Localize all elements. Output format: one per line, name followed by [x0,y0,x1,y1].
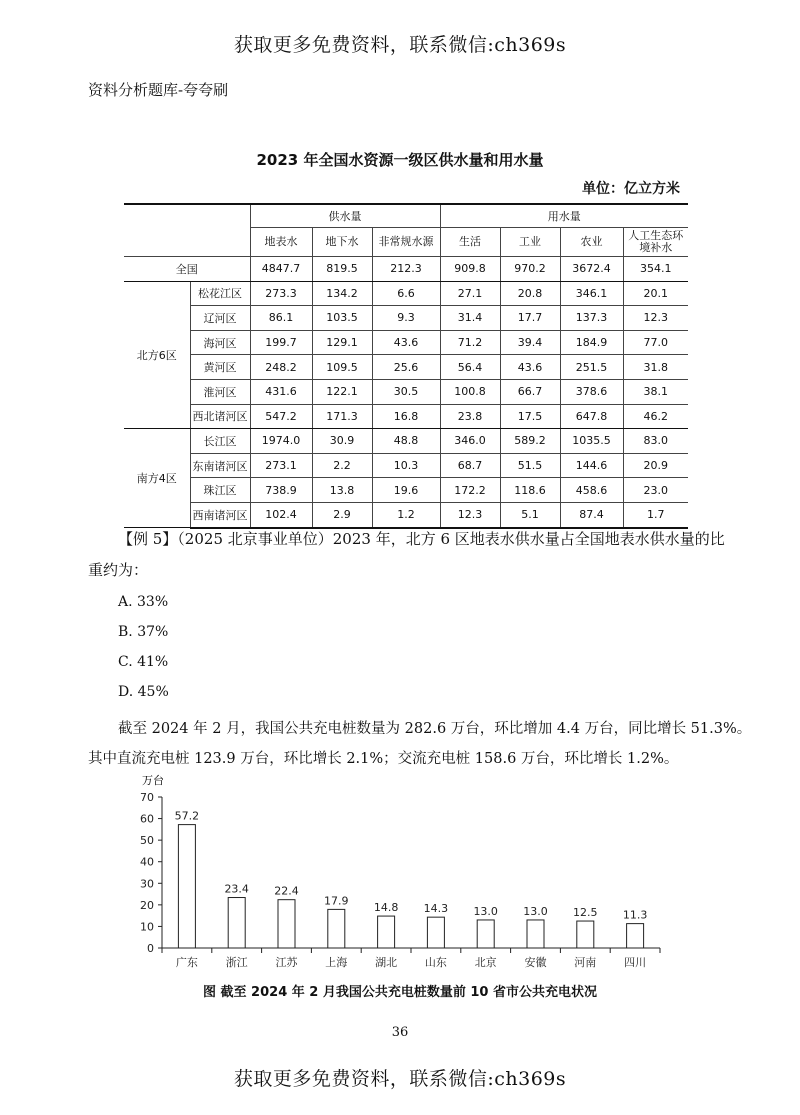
table-cell: 199.7 [250,330,312,355]
x-category-label: 广东 [175,956,198,969]
table-cell: 17.7 [500,306,560,331]
table-cell: 819.5 [312,257,372,282]
table-cell: 1.2 [372,502,440,527]
table-cell: 12.3 [623,306,688,331]
row-label: 珠江区 [190,478,250,503]
table-cell: 3672.4 [560,257,623,282]
bar-value-label: 12.5 [573,906,598,920]
table-cell: 20.1 [623,281,688,306]
table-cell: 2.9 [312,502,372,527]
column-header: 地表水 [250,228,312,257]
y-tick-label: 20 [140,898,154,912]
table-cell: 13.8 [312,478,372,503]
table-cell: 30.5 [372,379,440,404]
table-cell: 431.6 [250,379,312,404]
table-cell: 39.4 [500,330,560,355]
bar-value-label: 22.4 [274,884,299,898]
table-cell: 16.8 [372,404,440,429]
table-cell: 102.4 [250,502,312,527]
table-cell: 5.1 [500,502,560,527]
row-label: 长江区 [190,429,250,454]
water-table [124,203,688,529]
y-tick-label: 50 [140,834,154,848]
chart-bars [175,810,648,969]
table-row [124,306,688,331]
table-cell: 68.7 [440,453,500,478]
table-cell: 4847.7 [250,257,312,282]
table-cell: 378.6 [560,379,623,404]
group-label: 南方4区 [124,429,190,528]
table-cell: 129.1 [312,330,372,355]
row-label: 淮河区 [190,379,250,404]
table-cell: 251.5 [560,355,623,380]
table-cell: 346.1 [560,281,623,306]
y-tick-label: 10 [140,920,154,934]
x-category-label: 上海 [325,956,348,969]
row-label: 黄河区 [190,355,250,380]
table-cell: 12.3 [440,502,500,527]
bar [427,917,444,948]
option-a: A. 33% [118,594,169,610]
table-cell: 547.2 [250,404,312,429]
bar [627,924,644,948]
bar-value-label: 13.0 [473,904,498,918]
table-cell: 970.2 [500,257,560,282]
table-cell: 100.8 [440,379,500,404]
table-cell: 25.6 [372,355,440,380]
bar [577,921,594,948]
table-cell: 122.1 [312,379,372,404]
option-b: B. 37% [118,624,169,640]
table-cell: 738.9 [250,478,312,503]
table-cell: 184.9 [560,330,623,355]
table-cell: 23.8 [440,404,500,429]
table-cell: 1035.5 [560,429,623,454]
bar-value-label: 23.4 [224,882,249,896]
table-cell: 30.9 [312,429,372,454]
row-label: 西北诸河区 [190,404,250,429]
table-row [124,429,688,454]
table-cell: 909.8 [440,257,500,282]
table-cell: 43.6 [372,330,440,355]
brand-label: 资料分析题库-夸夸刷 [88,81,229,99]
table-cell: 118.6 [500,478,560,503]
y-tick-label: 0 [147,942,154,955]
x-category-label: 浙江 [225,956,248,969]
page-number: 36 [391,1025,409,1040]
column-header: 工业 [500,228,560,257]
table-cell: 273.3 [250,281,312,306]
table-row [124,478,688,503]
x-category-label: 北京 [474,956,497,969]
table-cell: 43.6 [500,355,560,380]
bar-value-label: 13.0 [523,904,548,918]
table-cell: 346.0 [440,429,500,454]
table-row [124,502,688,527]
table-cell: 134.2 [312,281,372,306]
bar-value-label: 14.8 [373,901,399,915]
table-cell: 38.1 [623,379,688,404]
table-cell: 87.4 [560,502,623,527]
column-header: 地下水 [312,228,372,257]
bar [278,900,295,948]
table-cell: 137.3 [560,306,623,331]
table-cell: 51.5 [500,453,560,478]
bar [328,909,345,948]
south-group [124,429,688,528]
table-cell: 1974.0 [250,429,312,454]
table-cell: 109.5 [312,355,372,380]
option-d: D. 45% [118,684,169,700]
table-unit: 单位：亿立方米 [582,181,680,197]
x-category-label: 江苏 [275,956,298,969]
paragraph-line-2: 其中直流充电桩 123.9 万台，环比增长 2.1%；交流充电桩 158.6 万台，环比增长 1.2%。 [88,751,679,767]
table-row [124,379,688,404]
bar-chart [120,770,680,975]
bar-value-label: 14.3 [423,902,449,916]
table-row [124,453,688,478]
table-cell: 212.3 [372,257,440,282]
table-cell: 1.7 [623,502,688,527]
paragraph-line-1: 截至 2024 年 2 月，我国公共充电桩数量为 282.6 万台，环比增加 4.4 万台，同比增长 51.3%。 [118,721,752,737]
y-tick-label: 70 [140,791,154,804]
bar [228,898,245,948]
table-cell: 23.0 [623,478,688,503]
row-label: 西南诸河区 [190,502,250,527]
question-line-2: 重约为： [88,561,149,579]
table-row-national [124,257,688,282]
table-cell: 71.2 [440,330,500,355]
row-label: 海河区 [190,330,250,355]
x-category-label: 河南 [574,956,597,969]
table-cell: 458.6 [560,478,623,503]
bar-value-label: 17.9 [324,894,349,908]
row-label: 松花江区 [190,281,250,306]
x-category-label: 山东 [424,956,447,969]
table-row [124,281,688,306]
table-cell: 31.4 [440,306,500,331]
y-axis-label: 万台 [142,774,164,787]
table-row [124,330,688,355]
y-tick-label: 60 [140,812,154,826]
column-header: 非常规水源 [372,228,440,257]
table-cell: 6.6 [372,281,440,306]
bar [378,916,395,948]
header-watermark: 获取更多免费资料，联系微信:ch369s [233,34,567,56]
row-label: 东南诸河区 [190,453,250,478]
table-cell: 86.1 [250,306,312,331]
table-cell: 171.3 [312,404,372,429]
table-cell: 17.5 [500,404,560,429]
table-cell: 103.5 [312,306,372,331]
table-cell: 144.6 [560,453,623,478]
table-cell: 83.0 [623,429,688,454]
table-row [124,355,688,380]
table-cell: 77.0 [623,330,688,355]
y-tick-label: 30 [140,877,154,891]
table-cell: 48.8 [372,429,440,454]
group-supply-header: 供水量 [250,204,440,228]
x-category-label: 四川 [624,956,647,969]
table-cell: 19.6 [372,478,440,503]
table-cell: 20.9 [623,453,688,478]
group-use-header: 用水量 [440,204,688,228]
row-label: 辽河区 [190,306,250,331]
table-cell: 10.3 [372,453,440,478]
group-label: 北方6区 [124,281,190,429]
bar [178,825,195,948]
x-category-label: 湖北 [375,956,398,969]
table-cell: 354.1 [623,257,688,282]
table-cell: 31.8 [623,355,688,380]
footer-watermark: 获取更多免费资料，联系微信:ch369s [233,1068,567,1090]
table-cell: 589.2 [500,429,560,454]
table-cell: 66.7 [500,379,560,404]
north-group [124,281,688,429]
table-cell: 172.2 [440,478,500,503]
question-line-1: 【例 5】（2025 北京事业单位）2023 年，北方 6 区地表水供水量占全国地表水供水量的比 [118,530,725,548]
chart-caption: 图 截至 2024 年 2 月我国公共充电桩数量前 10 省市公共充电状况 [203,985,597,1000]
table-title: 2023 年全国水资源一级区供水量和用水量 [256,151,544,169]
y-tick-label: 40 [140,855,154,869]
column-header: 农业 [560,228,623,257]
column-header: 人工生态环境补水 [623,228,688,257]
table-cell: 20.8 [500,281,560,306]
table-cell: 273.1 [250,453,312,478]
row-label: 全国 [124,257,250,282]
bar-value-label: 11.3 [622,908,648,922]
table-cell: 56.4 [440,355,500,380]
bar [527,920,544,948]
table-cell: 647.8 [560,404,623,429]
bar-value-label: 57.2 [174,809,200,823]
x-category-label: 安徽 [524,956,547,969]
table-header-row-1 [124,204,688,228]
table-cell: 248.2 [250,355,312,380]
option-c: C. 41% [118,654,169,670]
table-cell: 2.2 [312,453,372,478]
table-row [124,404,688,429]
column-header: 生活 [440,228,500,257]
table-cell: 46.2 [623,404,688,429]
table-cell: 27.1 [440,281,500,306]
bar [477,920,494,948]
table-cell: 9.3 [372,306,440,331]
